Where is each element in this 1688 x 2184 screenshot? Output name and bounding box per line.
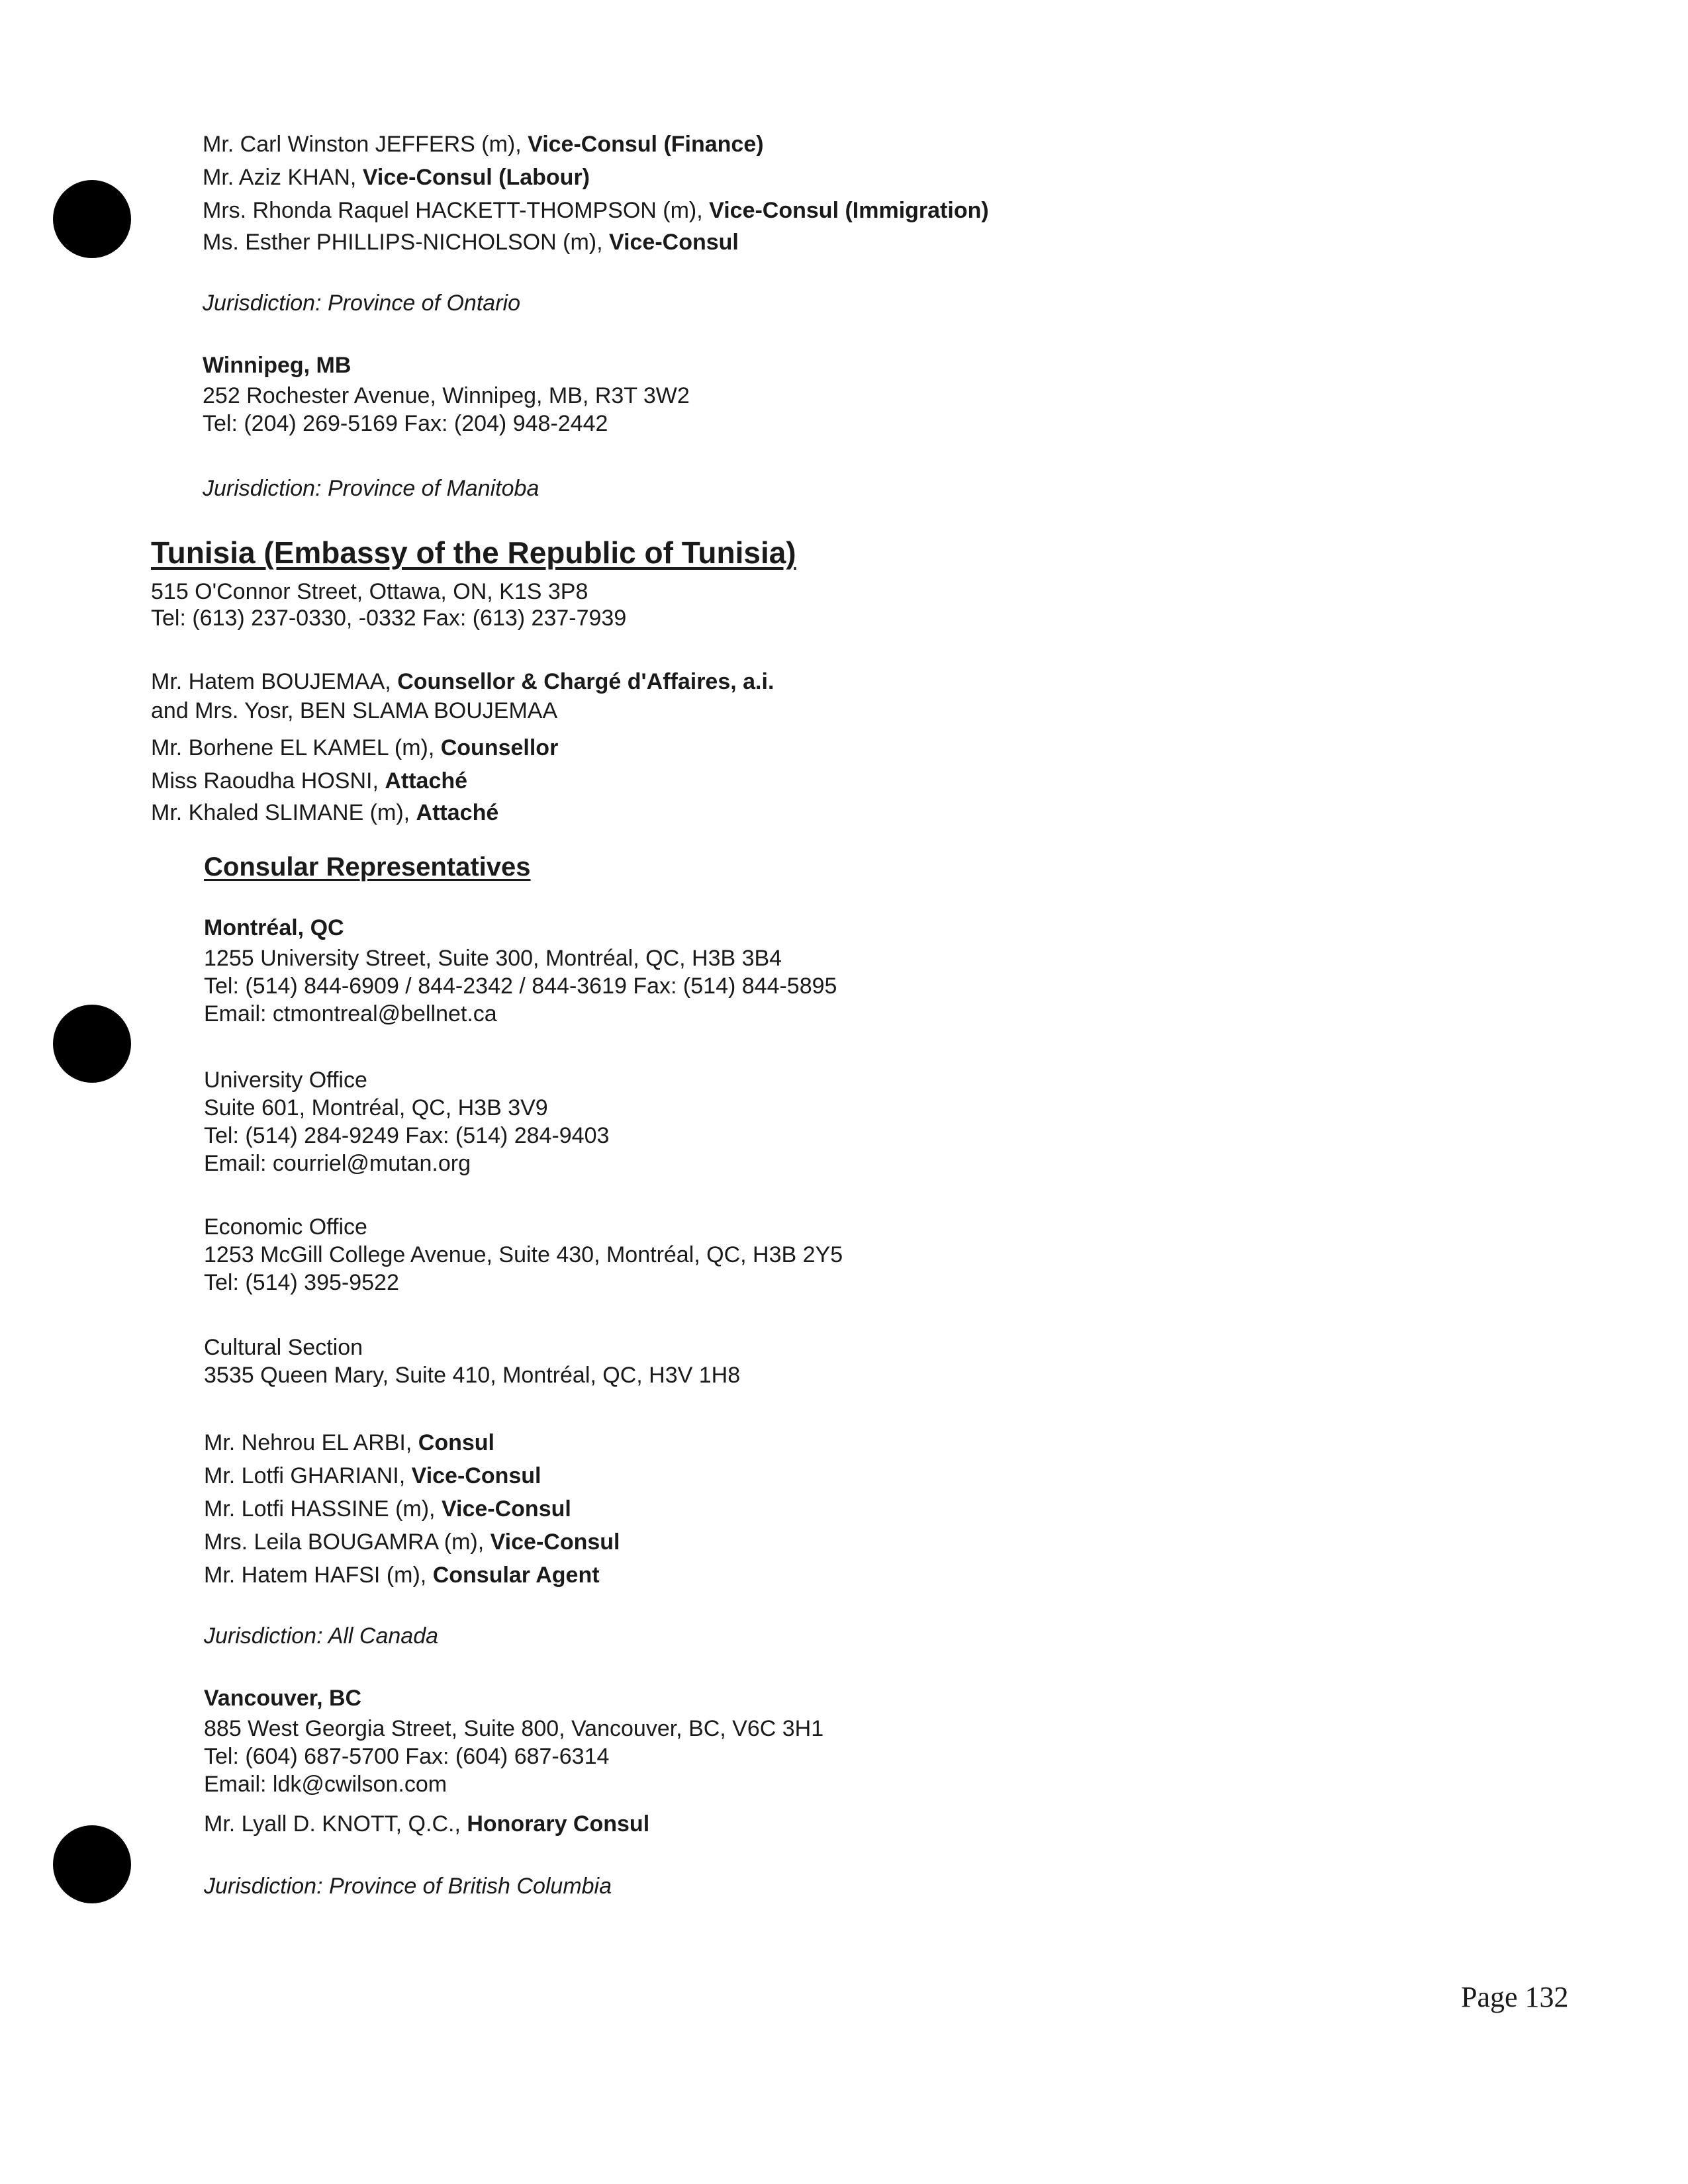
punch-hole-top [53, 180, 131, 258]
staff-line: Mr. Borhene EL KAMEL (m), Counsellor [151, 735, 559, 760]
staff-line: Mr. Lyall D. KNOTT, Q.C., Honorary Consul [204, 1811, 650, 1837]
phone-text: Tel: (514) 844-6909 / 844-2342 / 844-3619 Fax: (514) 844-5895 [204, 974, 837, 999]
staff-line: Mr. Lotfi HASSINE (m), Vice-Consul [204, 1496, 571, 1522]
staff-line: and Mrs. Yosr, BEN SLAMA BOUJEMAA [151, 698, 558, 723]
staff-line: Mr. Aziz KHAN, Vice-Consul (Labour) [203, 165, 590, 190]
phone-text: Tel: (204) 269-5169 Fax: (204) 948-2442 [203, 411, 608, 436]
address-text: 3535 Queen Mary, Suite 410, Montréal, QC, H3V 1H8 [204, 1363, 741, 1388]
address-text: 1253 McGill College Avenue, Suite 430, Montréal, QC, H3B 2Y5 [204, 1242, 843, 1267]
address-text: 515 O'Connor Street, Ottawa, ON, K1S 3P8 [151, 579, 588, 604]
city-heading: Vancouver, BC [204, 1686, 362, 1711]
email-text: Email: ctmontreal@bellnet.ca [204, 1001, 497, 1026]
staff-line: Ms. Esther PHILLIPS-NICHOLSON (m), Vice-Consul [203, 230, 739, 255]
jurisdiction-text: Jurisdiction: Province of Ontario [203, 291, 520, 316]
jurisdiction-text: Jurisdiction: Province of Manitoba [203, 476, 539, 501]
staff-line: Mrs. Leila BOUGAMRA (m), Vice-Consul [204, 1529, 620, 1555]
section-heading: Consular Representatives [204, 852, 531, 882]
email-text: Email: ldk@cwilson.com [204, 1772, 447, 1797]
address-text: 885 West Georgia Street, Suite 800, Vancouver, BC, V6C 3H1 [204, 1716, 824, 1741]
embassy-heading: Tunisia (Embassy of the Republic of Tunisia) [151, 535, 796, 570]
city-heading: Winnipeg, MB [203, 353, 352, 378]
city-heading: Montréal, QC [204, 915, 344, 940]
page-number: Page 132 [1461, 1981, 1569, 2013]
address-text: 1255 University Street, Suite 300, Montréal, QC, H3B 3B4 [204, 946, 782, 971]
office-label: Cultural Section [204, 1335, 363, 1360]
jurisdiction-text: Jurisdiction: Province of British Columbia [204, 1874, 612, 1899]
staff-line: Mr. Hatem BOUJEMAA, Counsellor & Chargé d'Affaires, a.i. [151, 669, 774, 694]
office-label: University Office [204, 1068, 367, 1093]
phone-text: Tel: (514) 395-9522 [204, 1270, 399, 1295]
staff-line: Mr. Khaled SLIMANE (m), Attaché [151, 800, 499, 825]
office-label: Economic Office [204, 1214, 367, 1240]
staff-line: Mr. Hatem HAFSI (m), Consular Agent [204, 1563, 600, 1588]
address-text: Suite 601, Montréal, QC, H3B 3V9 [204, 1095, 548, 1120]
staff-line: Mrs. Rhonda Raquel HACKETT-THOMPSON (m), Vice-Consul (Immigration) [203, 198, 989, 223]
staff-line: Mr. Lotfi GHARIANI, Vice-Consul [204, 1463, 541, 1488]
staff-line: Miss Raoudha HOSNI, Attaché [151, 768, 468, 794]
email-text: Email: courriel@mutan.org [204, 1151, 471, 1176]
staff-line: Mr. Carl Winston JEFFERS (m), Vice-Consul (Finance) [203, 132, 764, 157]
staff-line: Mr. Nehrou EL ARBI, Consul [204, 1430, 494, 1455]
address-text: 252 Rochester Avenue, Winnipeg, MB, R3T 3W2 [203, 383, 690, 408]
punch-hole-middle [53, 1005, 131, 1083]
jurisdiction-text: Jurisdiction: All Canada [204, 1623, 439, 1649]
phone-text: Tel: (514) 284-9249 Fax: (514) 284-9403 [204, 1123, 610, 1148]
phone-text: Tel: (604) 687-5700 Fax: (604) 687-6314 [204, 1744, 610, 1769]
punch-hole-bottom [53, 1825, 131, 1903]
phone-text: Tel: (613) 237-0330, -0332 Fax: (613) 237-7939 [151, 606, 627, 631]
